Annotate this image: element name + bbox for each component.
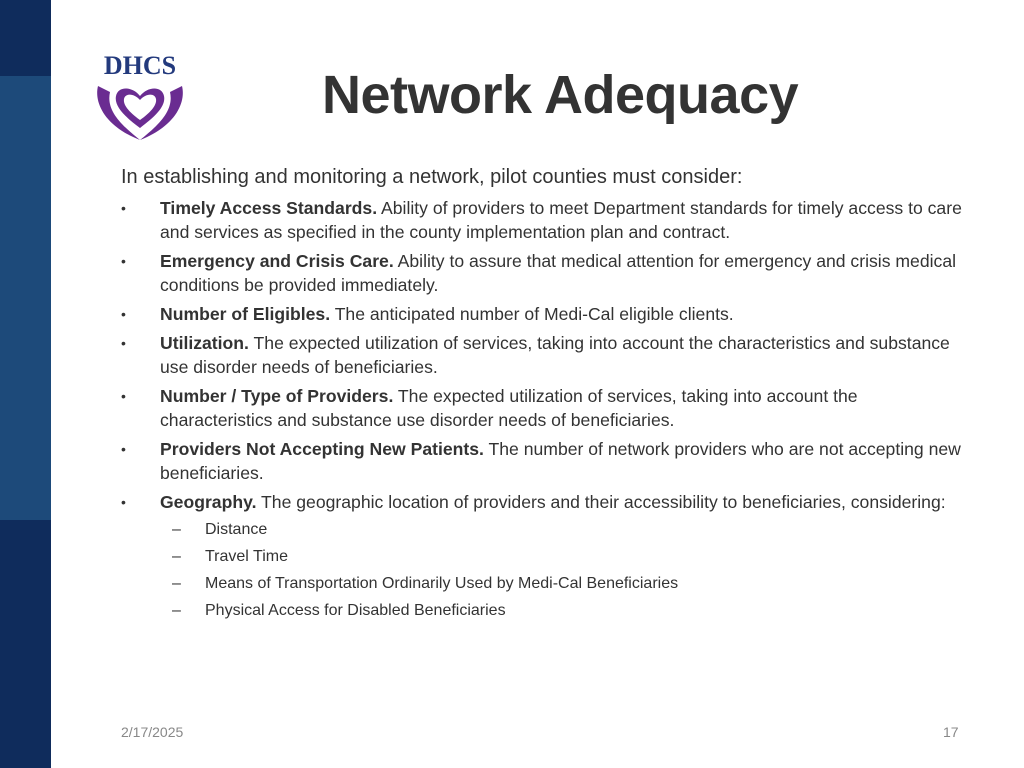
- sidebar-decoration: [0, 0, 51, 768]
- bullet-text: The expected utilization of services, taking into account the characteristics and substance use disorder needs of beneficiaries.: [160, 333, 950, 377]
- dash-marker: –: [172, 575, 181, 592]
- bullet-text: The geographic location of providers and their accessibility to beneficiaries, considering:: [261, 492, 946, 512]
- sidebar-band-bottom: [0, 520, 51, 768]
- sidebar-band-top: [0, 0, 51, 76]
- bullet-geography: [121, 490, 971, 624]
- bullet-marker: •: [121, 200, 126, 216]
- sub-item-text: Travel Time: [205, 548, 288, 565]
- bullet-number-type-of-providers: [121, 384, 971, 432]
- sub-item-text: Physical Access for Disabled Beneficiaries: [205, 602, 506, 619]
- sub-item-physical-access: [160, 597, 971, 624]
- bullet-label: Utilization.: [160, 333, 249, 353]
- bullet-text: Ability to assure that medical attention for emergency and crisis medical conditions be provided immediately.: [160, 251, 957, 295]
- bullet-label: Timely Access Standards.: [160, 198, 378, 218]
- bullet-marker: •: [121, 306, 126, 322]
- bullet-emergency-care: [121, 249, 971, 297]
- sub-item-distance: [160, 516, 971, 543]
- bullet-marker: •: [121, 494, 126, 510]
- bullet-marker: •: [121, 253, 126, 269]
- bullet-timely-access: [121, 196, 971, 244]
- bullet-text: The number of network providers who are not accepting new beneficiaries.: [160, 439, 961, 483]
- intro-text: In establishing and monitoring a network, pilot counties must consider:: [121, 166, 743, 188]
- sub-item-text: Distance: [205, 521, 268, 538]
- footer-date: 2/17/2025: [121, 724, 184, 740]
- bullet-text: Ability of providers to meet Department standards for timely access to care and services as specified in the county implementation plan and contract.: [160, 198, 962, 242]
- dhcs-logo-text: DHCS: [103, 51, 177, 80]
- bullet-marker: •: [121, 335, 126, 351]
- dhcs-logo: [90, 44, 190, 144]
- sub-item-travel-time: [160, 543, 971, 570]
- bullet-marker: •: [121, 441, 126, 457]
- bullet-label: Geography.: [160, 492, 257, 512]
- bullet-text: The anticipated number of Medi-Cal eligible clients.: [334, 304, 734, 324]
- dash-marker: –: [172, 602, 181, 619]
- page-number: 17: [943, 724, 959, 740]
- bullet-label: Number / Type of Providers.: [160, 386, 394, 406]
- sub-item-transportation: [160, 570, 971, 597]
- bullet-label: Number of Eligibles.: [160, 304, 331, 324]
- consideration-list: [121, 196, 971, 629]
- dash-marker: –: [172, 548, 181, 565]
- bullet-label: Emergency and Crisis Care.: [160, 251, 394, 271]
- dash-marker: –: [172, 521, 181, 538]
- bullet-text: The expected utilization of services, taking into account the characteristics and substance use disorder needs of beneficiaries.: [160, 386, 858, 430]
- bullet-marker: •: [121, 388, 126, 404]
- bullet-number-of-eligibles: [121, 302, 971, 326]
- bullet-providers-not-accepting: [121, 437, 971, 485]
- geography-sublist: [160, 516, 971, 624]
- sidebar-band-middle: [0, 76, 51, 520]
- bullet-label: Providers Not Accepting New Patients.: [160, 439, 484, 459]
- sub-item-text: Means of Transportation Ordinarily Used by Medi-Cal Beneficiaries: [205, 575, 679, 592]
- slide-title: Network Adequacy: [322, 65, 799, 125]
- bullet-utilization: [121, 331, 971, 379]
